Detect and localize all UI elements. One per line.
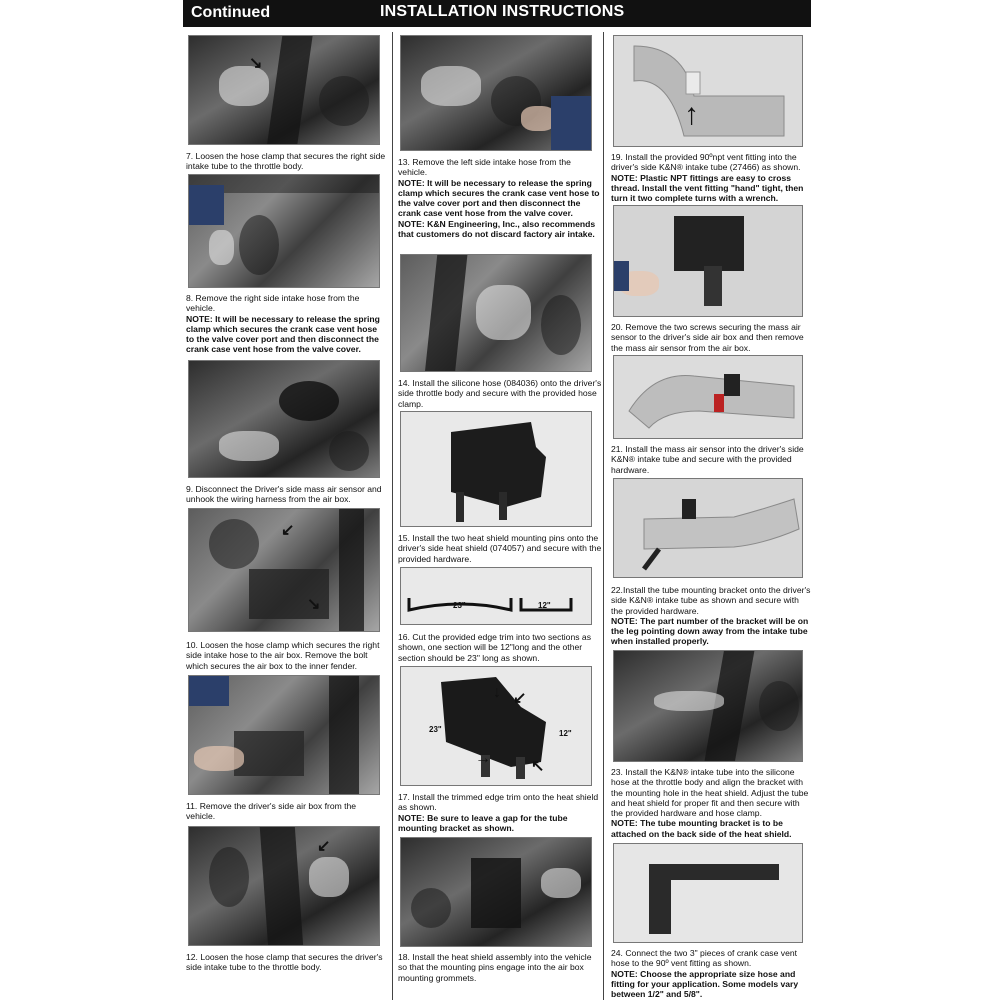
- step-23-photo: [613, 650, 803, 762]
- step-14-photo: [400, 254, 592, 372]
- step-12-photo: [188, 826, 380, 946]
- step-14-text: 14. Install the silicone hose (084036) onto the driver's side throttle body and secure with the provided hose clamp.: [398, 378, 602, 409]
- step-7-text: 7. Loosen the hose clamp that secures the right side intake tube to the throttle body.: [186, 151, 386, 172]
- step-12-text: 12. Loosen the hose clamp that secures the driver's side intake tube to the throttle body.: [186, 952, 383, 973]
- step-19-photo: [613, 35, 803, 147]
- header-bar: [183, 0, 811, 27]
- step-15-text: 15. Install the two heat shield mounting pins onto the driver's side heat shield (074057) and secure with the provided hardware.: [398, 533, 602, 564]
- step-18-text: 18. Install the heat shield assembly into the vehicle so that the mounting pins engage into the air box mounting grommets.: [398, 952, 592, 983]
- continued-label: Continued: [191, 4, 271, 21]
- column-divider-2: [603, 32, 604, 1000]
- step-11-photo: [188, 675, 380, 795]
- intake-tube-bracket-illustration: [614, 479, 803, 578]
- step-7-photo: [188, 35, 380, 145]
- step-21-text: 21. Install the mass air sensor into the driver's side K&N® intake tube and secure with the provided hardware.: [611, 444, 804, 475]
- arrow-icon: ↙: [513, 690, 527, 707]
- step-20-text: 20. Remove the two screws securing the mass air sensor to the driver's side air box and then remove the mass air sensor from the air box.: [611, 322, 804, 353]
- shield-label-12: 12": [559, 729, 572, 738]
- heat-shield-illustration: [401, 412, 592, 527]
- column-divider-1: [392, 32, 393, 1000]
- arrow-icon: ↙: [281, 522, 295, 539]
- arrow-icon: →: [475, 750, 491, 767]
- intake-tube-sensor-illustration: [614, 356, 803, 439]
- arrow-icon: ↓: [493, 684, 501, 701]
- vent-hose-illustration: [614, 844, 803, 943]
- intake-tube-illustration: [614, 36, 803, 147]
- step-19-text: 19. Install the provided 90ºnpt vent fitting into the driver's side K&N® intake tube (27466) as shown. NOTE: Plastic NPT fittings are easy to cross thread. Install the vent fitting "hand" tight, then turn it two complete turns with a wrench.: [611, 152, 804, 204]
- step-13-text: 13. Remove the left side intake hose from the vehicle. NOTE: It will be necessary to release the spring clamp which secures the crank case vent hose to the valve cover port and then disconnect the crank case vent hose from the valve cover. NOTE: K&N Engineering, Inc., also recommends that customers do not discard factory air intake.: [398, 157, 600, 240]
- arrow-icon: ↘: [249, 55, 263, 72]
- step-10-photo: [188, 508, 380, 632]
- step-11-text: 11. Remove the driver's side air box from the vehicle.: [186, 801, 357, 822]
- step-21-photo: [613, 355, 803, 439]
- step-23-text: 23. Install the K&N® intake tube into the silicone hose at the throttle body and align the bracket with the mounting hole in the heat shield. Adjust the tube and heat shield for proper fit and then secure with the provided hardware and hose clamp. NOTE: The tube mounting bracket is to be attached on the back side of the heat shield.: [611, 767, 809, 839]
- trim-label-12: 12": [538, 601, 551, 610]
- step-8-photo: [188, 174, 380, 288]
- step-22-text: 22.Install the tube mounting bracket onto the driver's side K&N® intake tube as shown and secure with the provided hardware. NOTE: The part number of the bracket will be on the leg pointing down away from the intake tube when installed properly.: [611, 585, 811, 647]
- step-16-photo: [400, 567, 592, 625]
- arrow-up-icon: ↑: [684, 98, 699, 131]
- step-24-text: 24. Connect the two 3" pieces of crank case vent hose to the 90º vent fitting as shown. NOTE: Choose the appropriate size hose and fitting for your application. Some models vary between 1/2" and 5/8".: [611, 948, 799, 1000]
- trim-label-23: 23": [453, 601, 466, 610]
- page-title: INSTALLATION INSTRUCTIONS: [380, 3, 625, 20]
- shield-label-23: 23": [429, 725, 442, 734]
- arrow-icon: ↖: [531, 758, 545, 775]
- step-15-photo: [400, 411, 592, 527]
- step-8-text: 8. Remove the right side intake hose from the vehicle. NOTE: It will be necessary to release the spring clamp which secures the crank case vent hose to the valve cover port and then disconnect the crank case vent hose from the valve cover.: [186, 293, 380, 355]
- step-13-photo: [400, 35, 592, 151]
- arrow-icon: ↙: [317, 838, 331, 855]
- step-10-text: 10. Loosen the hose clamp which secures the right side intake hose to the air box. Remove the bolt which secures the air box to the inner fender.: [186, 640, 380, 671]
- step-17-photo: [400, 666, 592, 786]
- step-17-text: 17. Install the trimmed edge trim onto the heat shield as shown. NOTE: Be sure to leave a gap for the tube mounting bracket as shown.: [398, 792, 599, 833]
- step-18-photo: [400, 837, 592, 947]
- step-16-text: 16. Cut the provided edge trim into two sections as shown, one section will be 12"long and the other section should be 23" long as shown.: [398, 632, 591, 663]
- step-22-photo: [613, 478, 803, 578]
- step-20-photo: [613, 205, 803, 317]
- step-24-photo: [613, 843, 803, 943]
- edge-trim-illustration: [401, 568, 592, 625]
- arrow-icon: ↘: [307, 596, 321, 613]
- step-9-text: 9. Disconnect the Driver's side mass air sensor and unhook the wiring harness from the air box.: [186, 484, 382, 505]
- step-9-photo: [188, 360, 380, 478]
